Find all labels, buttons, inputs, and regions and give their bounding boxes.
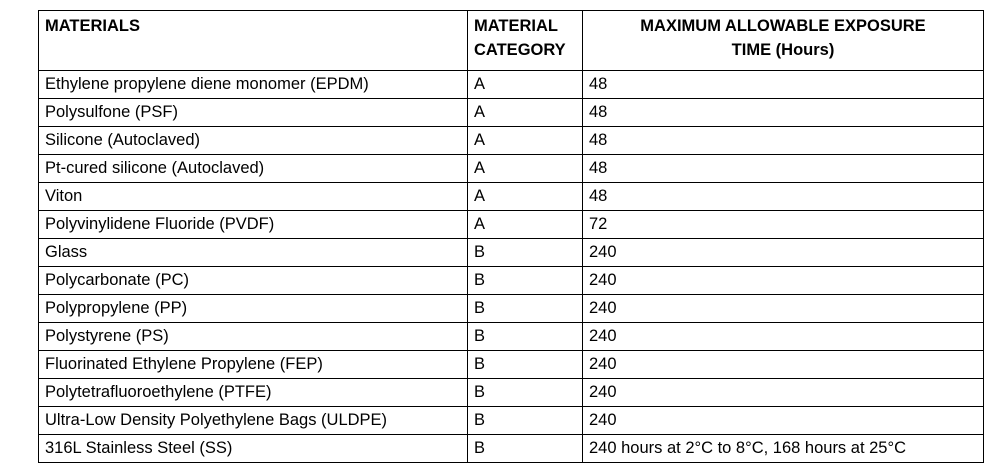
category-cell: B: [468, 323, 583, 351]
category-cell: A: [468, 127, 583, 155]
table-row: [39, 155, 984, 183]
table-row: [39, 407, 984, 435]
table-row: [39, 295, 984, 323]
table-header-row: [39, 11, 984, 71]
header-category-line2: CATEGORY: [474, 41, 566, 59]
material-cell: 316L Stainless Steel (SS): [39, 435, 468, 463]
material-cell: Polyvinylidene Fluoride (PVDF): [39, 211, 468, 239]
material-cell: Polystyrene (PS): [39, 323, 468, 351]
exposure-time-cell: 240: [583, 323, 984, 351]
category-cell: B: [468, 351, 583, 379]
table-row: [39, 99, 984, 127]
material-cell: Polysulfone (PSF): [39, 99, 468, 127]
table-row: [39, 183, 984, 211]
category-cell: B: [468, 239, 583, 267]
category-cell: A: [468, 183, 583, 211]
material-cell: Viton: [39, 183, 468, 211]
category-cell: A: [468, 155, 583, 183]
table-row: [39, 379, 984, 407]
header-materials-label: MATERIALS: [45, 17, 141, 35]
table-row: [39, 435, 984, 463]
header-materials: [39, 11, 468, 71]
material-cell: Fluorinated Ethylene Propylene (FEP): [39, 351, 468, 379]
header-category-line1: MATERIAL: [474, 17, 559, 35]
exposure-time-cell: 240: [583, 295, 984, 323]
table-row: [39, 71, 984, 99]
category-cell: B: [468, 379, 583, 407]
exposure-time-cell: 48: [583, 99, 984, 127]
table-row: [39, 239, 984, 267]
exposure-time-cell: 240: [583, 267, 984, 295]
table-row: [39, 211, 984, 239]
header-material-category: [468, 11, 583, 71]
category-cell: A: [468, 71, 583, 99]
exposure-time-cell: 240: [583, 379, 984, 407]
material-cell: Glass: [39, 239, 468, 267]
material-cell: Ethylene propylene diene monomer (EPDM): [39, 71, 468, 99]
header-exposure-line2: TIME (Hours): [731, 41, 835, 59]
table-row: [39, 127, 984, 155]
category-cell: A: [468, 99, 583, 127]
exposure-time-cell: 48: [583, 71, 984, 99]
category-cell: B: [468, 267, 583, 295]
table-row: [39, 323, 984, 351]
category-cell: B: [468, 435, 583, 463]
exposure-time-cell: 48: [583, 155, 984, 183]
category-cell: B: [468, 295, 583, 323]
table-body: [39, 71, 984, 463]
exposure-time-cell: 48: [583, 183, 984, 211]
header-max-exposure-time: [583, 11, 984, 71]
exposure-time-cell: 240: [583, 239, 984, 267]
materials-exposure-table: [38, 10, 984, 463]
exposure-time-cell: 240: [583, 407, 984, 435]
header-exposure-line1: MAXIMUM ALLOWABLE EXPOSURE: [640, 17, 926, 35]
material-cell: Polytetrafluoroethylene (PTFE): [39, 379, 468, 407]
category-cell: A: [468, 211, 583, 239]
exposure-time-cell: 72: [583, 211, 984, 239]
material-cell: Silicone (Autoclaved): [39, 127, 468, 155]
material-cell: Polypropylene (PP): [39, 295, 468, 323]
material-cell: Ultra-Low Density Polyethylene Bags (ULDPE): [39, 407, 468, 435]
table-row: [39, 267, 984, 295]
exposure-time-cell: 48: [583, 127, 984, 155]
material-cell: Pt-cured silicone (Autoclaved): [39, 155, 468, 183]
exposure-time-cell: 240 hours at 2°C to 8°C, 168 hours at 25°C: [583, 435, 984, 463]
material-cell: Polycarbonate (PC): [39, 267, 468, 295]
category-cell: B: [468, 407, 583, 435]
exposure-time-cell: 240: [583, 351, 984, 379]
table-row: [39, 351, 984, 379]
